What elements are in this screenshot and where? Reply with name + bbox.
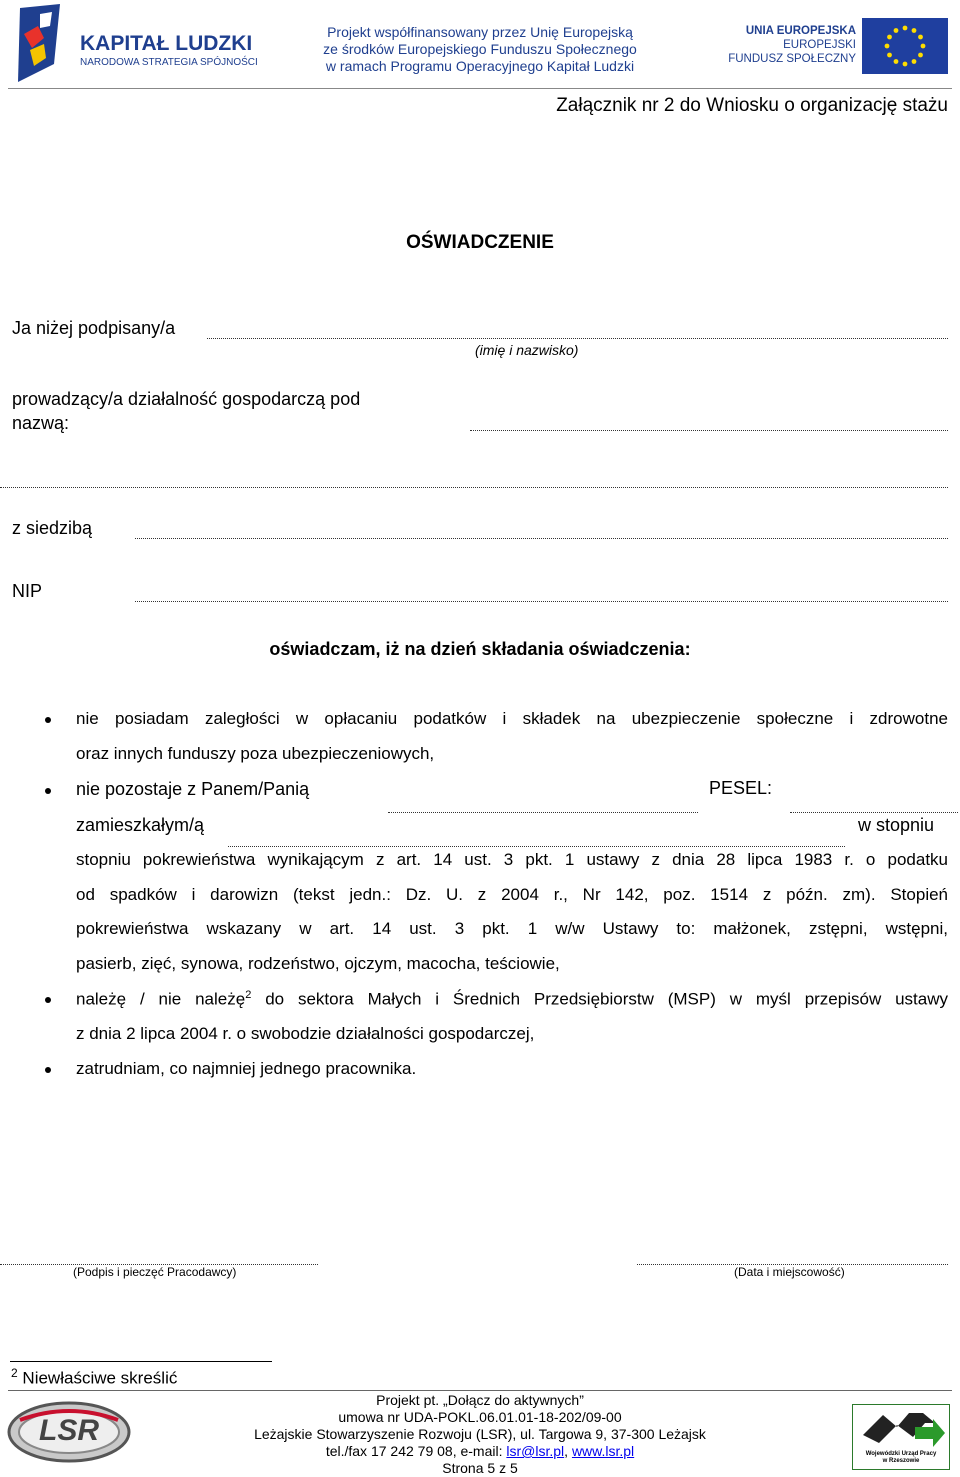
footnote-ref: 2 bbox=[245, 989, 252, 1001]
business-label bbox=[12, 387, 360, 435]
wup-arrow-icon bbox=[853, 1405, 949, 1451]
date-place-label: (Data i miejscowość) bbox=[734, 1265, 845, 1279]
item-4-text: zatrudniam, co najmniej jednego pracownika. bbox=[76, 1059, 417, 1078]
name-field-hint: (imię i nazwisko) bbox=[475, 342, 579, 358]
item-2-line-5: pokrewieństwa wskazany w art. 14 ust. 3 pkt. 1 w/w Ustawy to: małżonek, zstępni, wstępni, bbox=[76, 919, 948, 938]
resident-label: zamieszkałym/ą bbox=[76, 815, 205, 835]
name-field[interactable] bbox=[207, 338, 948, 339]
item-2-line-6: pasierb, zięć, synowa, rodzeństwo, ojczym, macocha, teściowie, bbox=[76, 954, 560, 973]
attachment-note: Załącznik nr 2 do Wniosku o organizację stażu bbox=[556, 95, 948, 116]
website-link[interactable]: www.lsr.pl bbox=[571, 1443, 635, 1459]
kapital-ludzki-logo bbox=[10, 4, 260, 84]
seat-field[interactable] bbox=[135, 538, 948, 539]
bullet-icon bbox=[45, 1067, 51, 1073]
eu-logo-line-1: UNIA EUROPEJSKA bbox=[745, 25, 856, 37]
eu-logo-line-2: EUROPEJSKI bbox=[783, 39, 856, 51]
email-link[interactable]: lsr@lsr.pl bbox=[506, 1443, 565, 1459]
footnote-divider bbox=[10, 1361, 272, 1362]
eu-logo bbox=[728, 22, 952, 78]
kapital-ludzki-subtitle: NARODOWA STRATEGIA SPÓJNOŚCI bbox=[80, 57, 258, 68]
business-name-field[interactable] bbox=[470, 430, 948, 431]
signed-label: Ja niżej podpisany/a bbox=[12, 318, 176, 338]
eu-flag-icon bbox=[862, 18, 948, 74]
header-center-line-2: ze środków Europejskiego Funduszu Społecznego bbox=[323, 41, 637, 57]
page-number: Strona 5 z 5 bbox=[442, 1460, 518, 1476]
business-name-field-continued[interactable] bbox=[0, 487, 948, 488]
item-1-line-2: oraz innych funduszy poza ubezpieczeniowych, bbox=[76, 744, 435, 763]
header-divider bbox=[8, 88, 952, 89]
header-center-text bbox=[300, 24, 660, 75]
pesel-label: PESEL: bbox=[709, 778, 773, 798]
header-center-line-1: Projekt współfinansowany przez Unię Europejską bbox=[327, 24, 633, 40]
footer-contact-prefix: tel./fax 17 242 79 08, e-mail: bbox=[325, 1443, 507, 1459]
item-2-line-3: stopniu pokrewieństwa wynikającym z art. 14 ust. 3 pkt. 1 ustawy z dnia 28 lipca 1983 r. o podatku bbox=[76, 850, 948, 869]
bullet-icon bbox=[45, 717, 51, 723]
item-3-line-2: z dnia 2 lipca 2004 r. o swobodzie działalności gospodarczej, bbox=[76, 1024, 535, 1043]
footnote bbox=[11, 1366, 177, 1389]
eu-logo-line-3: FUNDUSZ SPOŁECZNY bbox=[728, 53, 856, 65]
header-center-line-3: w ramach Programu Operacyjnego Kapitał Ludzki bbox=[325, 58, 635, 74]
kapital-ludzki-emblem-icon bbox=[10, 4, 66, 82]
business-label-line-2: nazwą: bbox=[12, 413, 70, 433]
footer-address: Leżajskie Stowarzyszenie Rozwoju (LSR), ul. Targowa 9, 37-300 Leżajsk bbox=[254, 1426, 706, 1442]
nip-label: NIP bbox=[12, 581, 43, 601]
eu-logo-text bbox=[728, 24, 856, 66]
employer-signature-label: (Podpis i pieczęć Pracodawcy) bbox=[73, 1265, 237, 1279]
declaration-heading: oświadczam, iż na dzień składania oświadczenia: bbox=[269, 639, 691, 659]
wup-line-1: Wojewódzki Urząd Pracy bbox=[865, 1451, 937, 1457]
wup-logo bbox=[852, 1404, 950, 1470]
business-label-line-1: prowadzący/a działalność gospodarczą pod bbox=[12, 389, 361, 409]
item-2-line-1: nie pozostaje z Panem/Panią bbox=[76, 779, 310, 799]
footer-project: Projekt pt. „Dołącz do aktywnych” bbox=[376, 1392, 584, 1408]
footer-contact-sep: , bbox=[564, 1443, 572, 1459]
footer-contact bbox=[200, 1443, 760, 1460]
wup-logo-text bbox=[853, 1451, 949, 1465]
lsr-logo bbox=[6, 1400, 132, 1464]
nip-field[interactable] bbox=[135, 601, 948, 602]
lsr-logo-text: LSR bbox=[39, 1414, 99, 1447]
membership-choice: należę / nie należę bbox=[76, 989, 246, 1009]
item-3-line-1 bbox=[76, 989, 948, 1010]
kapital-ludzki-title: KAPITAŁ LUDZKI bbox=[80, 32, 253, 55]
footer-center bbox=[200, 1392, 760, 1477]
item-1-line-1: nie posiadam zaległości w opłacaniu podatków i składek na ubezpieczenie społeczne i zdrowotne bbox=[76, 709, 948, 728]
bullet-icon bbox=[45, 997, 51, 1003]
footnote-number: 2 bbox=[11, 1366, 18, 1380]
footer-divider bbox=[8, 1390, 952, 1391]
document-title: OŚWIADCZENIE bbox=[406, 232, 554, 253]
person-name-field[interactable] bbox=[388, 812, 698, 813]
footer-contract: umowa nr UDA-POKL.06.01.01-18-202/09-00 bbox=[338, 1409, 622, 1425]
item-2-line-4: od spadków i darowizn (tekst jedn.: Dz. U. z 2004 r., Nr 142, poz. 1514 z późn. zm). Stopień bbox=[76, 885, 948, 904]
address-field[interactable] bbox=[228, 846, 845, 847]
footnote-text: Niewłaściwe skreślić bbox=[22, 1368, 178, 1388]
seat-label: z siedzibą bbox=[12, 518, 93, 538]
bullet-icon bbox=[45, 788, 51, 794]
wup-line-2: w Rzeszowie bbox=[882, 1458, 920, 1464]
item-3-line-1-rest: do sektora Małych i Średnich Przedsiębiorstw (MSP) w myśl przepisów ustawy bbox=[251, 989, 948, 1009]
pesel-field[interactable] bbox=[790, 812, 958, 813]
degree-label: w stopniu bbox=[858, 815, 935, 835]
